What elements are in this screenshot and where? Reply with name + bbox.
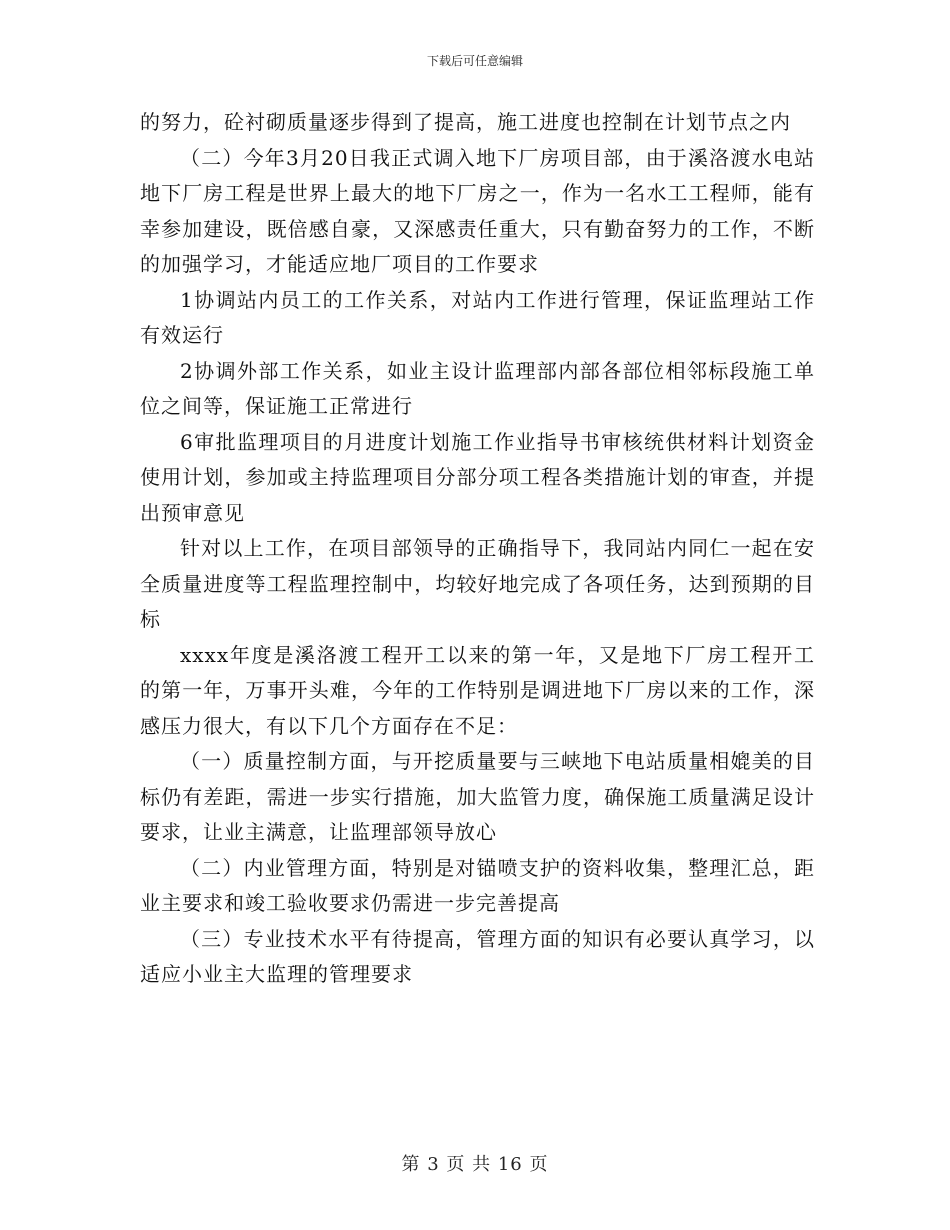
paragraph: 的努力，砼衬砌质量逐步得到了提高，施工进度也控制在计划节点之内 xyxy=(140,110,791,134)
paragraph: 针对以上工作，在项目部领导的正确指导下，我同站内同仁一起在安全质量进度等工程监理控制中，均较好地完成了各项任务，达到预期的目标 xyxy=(140,536,815,631)
paragraph: 2协调外部工作关系，如业主设计监理部内部各部位相邻标段施工单位之间等，保证施工正常进行 xyxy=(140,358,815,418)
paragraph: （二）内业管理方面，特别是对锚喷支护的资料收集，整理汇总，距业主要求和竣工验收要求仍需进一步完善提高 xyxy=(140,855,815,915)
page-footer: 第 3 页 共 16 页 xyxy=(401,1154,549,1175)
body-text xyxy=(140,105,815,993)
paragraph: （一）质量控制方面，与开挖质量要与三峡地下电站质量相媲美的目标仍有差距，需进一步实行措施，加大监管力度，确保施工质量满足设计要求，让业主满意，让监理部领导放心 xyxy=(140,749,815,844)
paragraph: （二）今年3月20日我正式调入地下厂房项目部，由于溪洛渡水电站地下厂房工程是世界上最大的地下厂房之一，作为一名水工工程师，能有幸参加建设，既倍感自豪，又深感责任重大，只有勤奋努力的工作，不断的加强学习，才能适应地厂项目的工作要求 xyxy=(140,145,815,276)
header-note: 下载后可任意编辑 xyxy=(426,54,523,68)
paragraph: xxxx年度是溪洛渡工程开工以来的第一年，又是地下厂房工程开工的第一年，万事开头难，今年的工作特别是调进地下厂房以来的工作，深感压力很大，有以下几个方面存在不足： xyxy=(140,642,815,738)
paragraph: 6审批监理项目的月进度计划施工作业指导书审核统供材料计划资金使用计划，参加或主持监理项目分部分项工程各类措施计划的审查，并提出预审意见 xyxy=(140,429,815,525)
paragraph: 1协调站内员工的工作关系，对站内工作进行管理，保证监理站工作有效运行 xyxy=(140,287,815,347)
paragraph: （三）专业技术水平有待提高，管理方面的知识有必要认真学习，以适应小业主大监理的管理要求 xyxy=(140,926,815,986)
